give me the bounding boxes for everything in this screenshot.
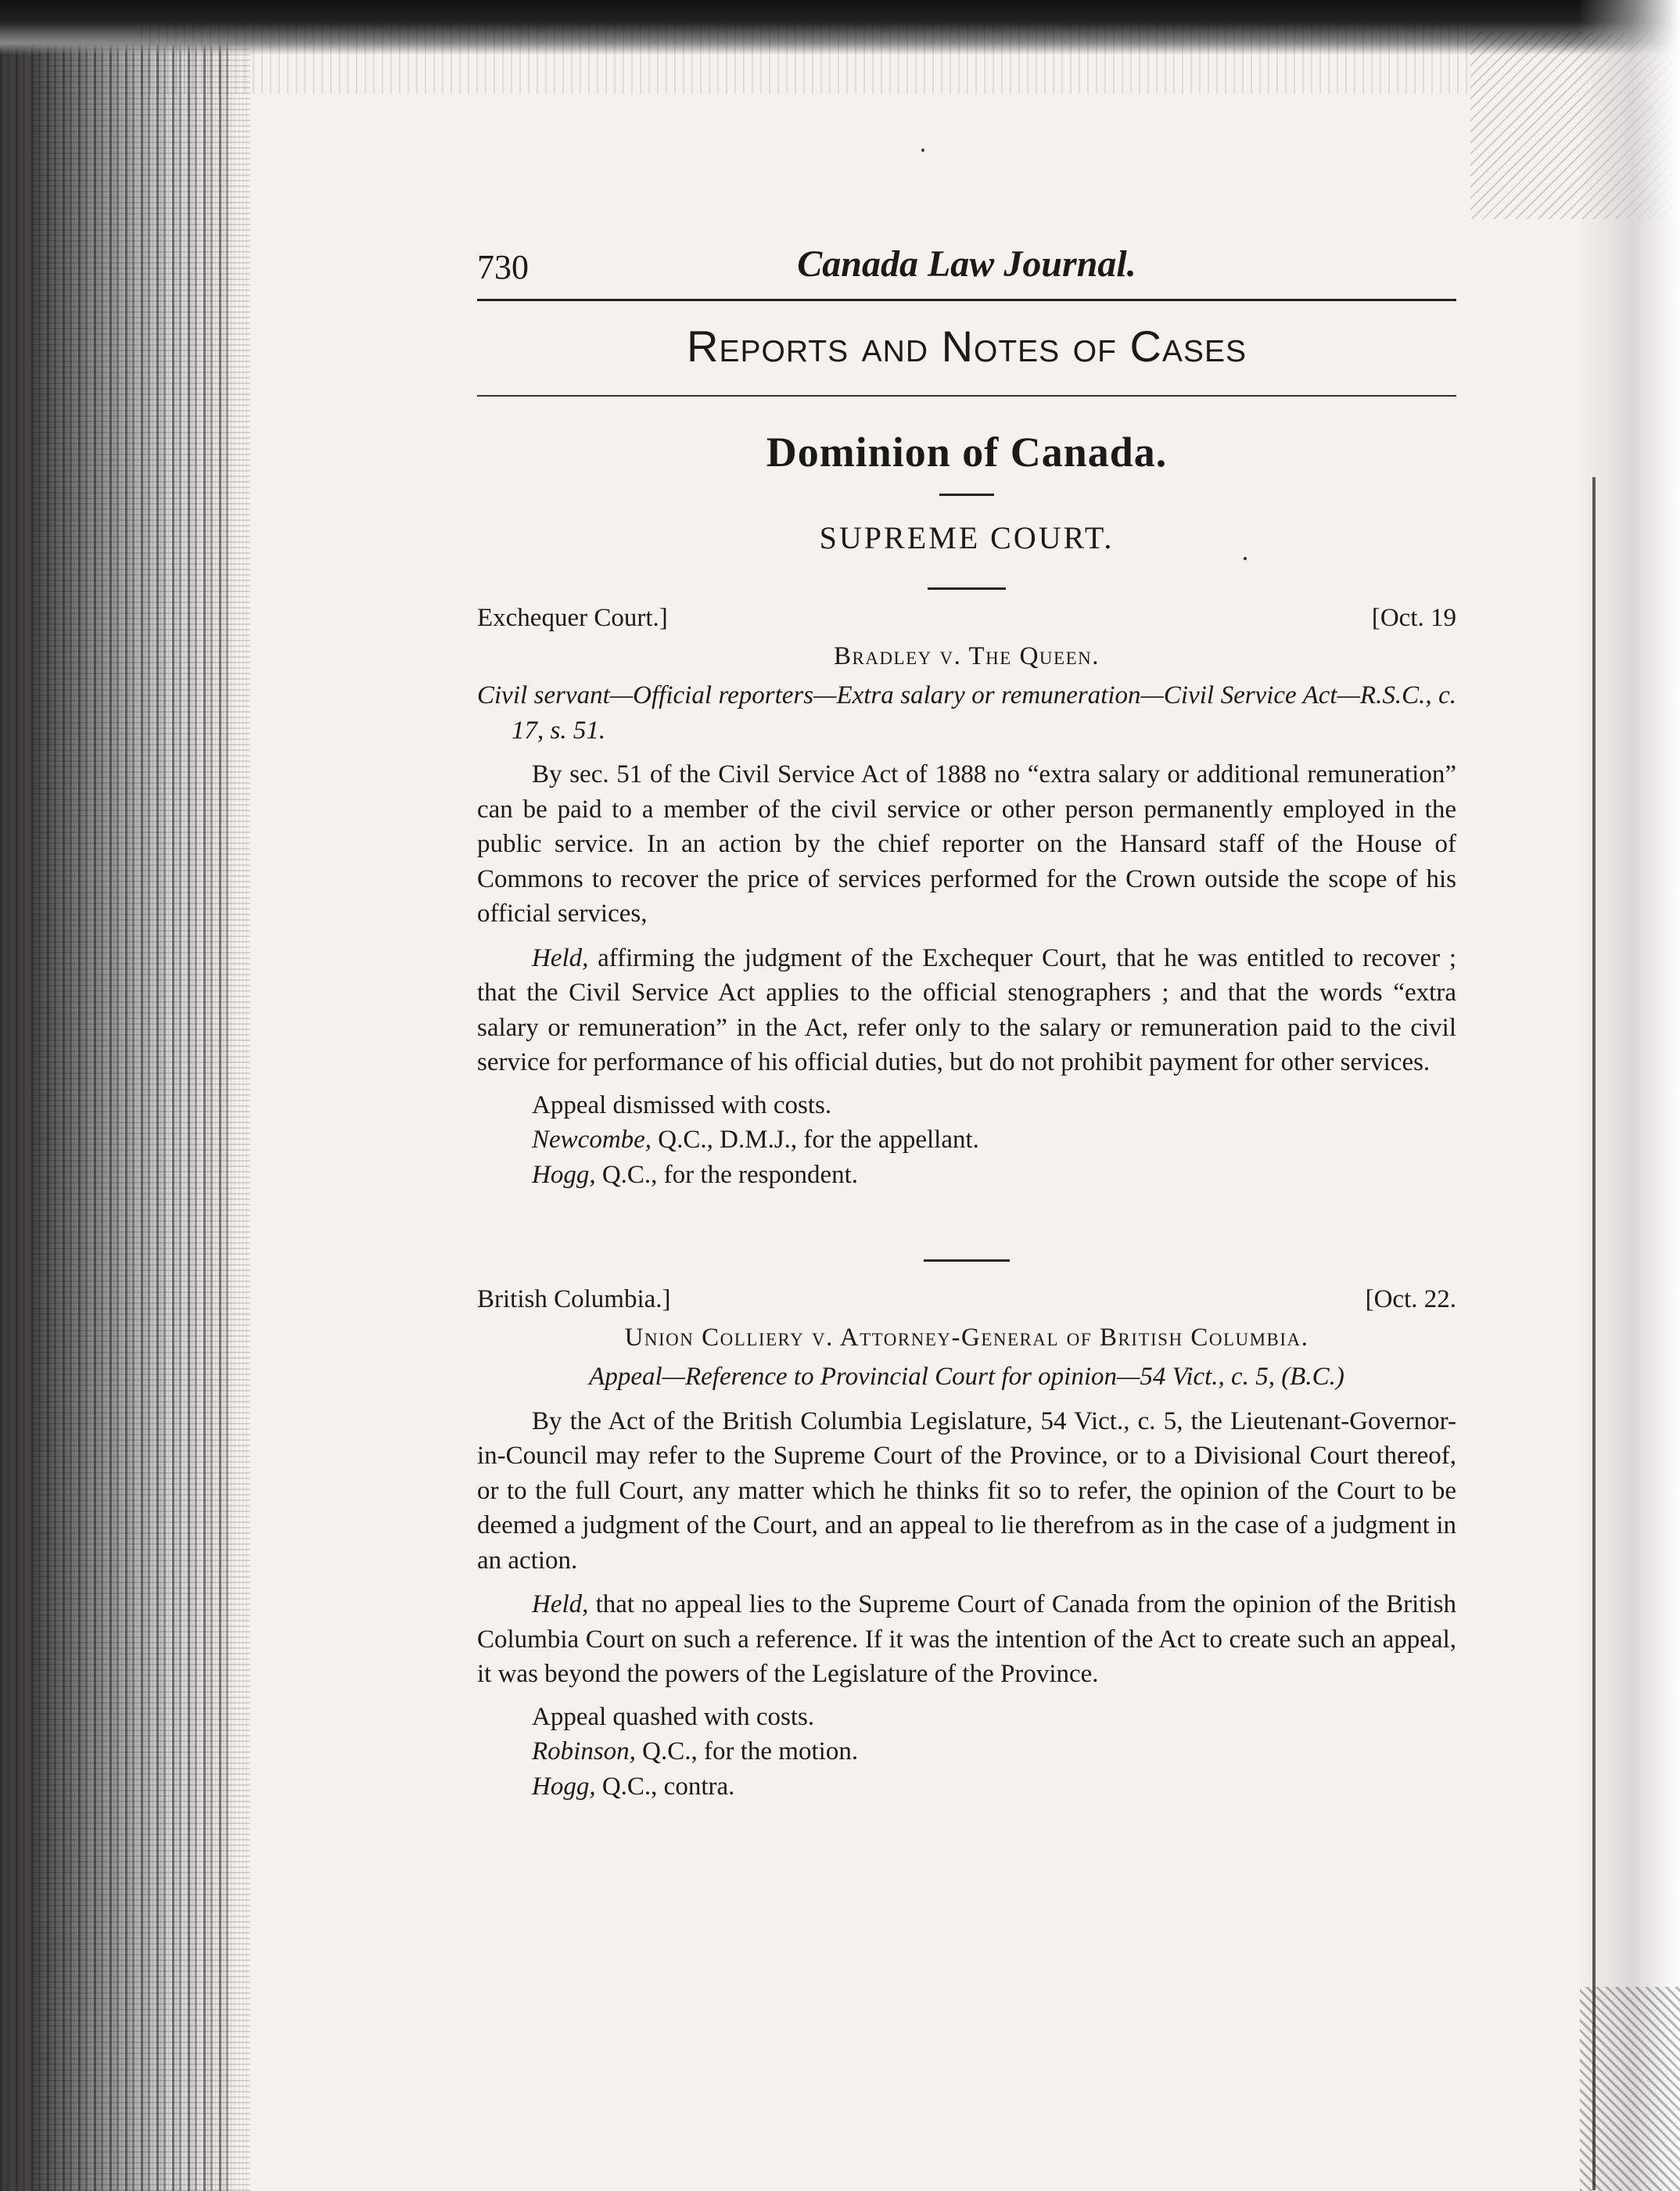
counsel-line (477, 1158, 1456, 1193)
headnote-paragraph (477, 1404, 1456, 1579)
counsel-role: Q.C., for the motion. (635, 1737, 859, 1765)
counsel-name: Hogg, (532, 1772, 596, 1801)
case-header (477, 1282, 1456, 1317)
case-report (477, 1282, 1456, 1804)
lower-court: Exchequer Court.] (477, 604, 668, 632)
disposition: Appeal quashed with costs. (532, 1702, 815, 1731)
paragraph-text: that no appeal lies to the Supreme Court of Canada from the opinion of the British Columbia Court on such a reference. If it was the intention of the Act to create such an appeal, it was beyond the powers of the Legislature of the Province. (477, 1590, 1456, 1688)
held-label: Held, (532, 943, 589, 972)
paragraph-text: By the Act of the British Columbia Legislature, 54 Vict., c. 5, the Lieutenant-Governor-in-Council may refer to the Supreme Court of the Province, or to a Divisional Court thereof, or to the full Court, any matter which he thinks fit so to refer, the opinion of the Court to be deemed a judgment of the Court, and an appeal to lie therefrom as in the case of a judgment in an action. (477, 1406, 1456, 1575)
counsel-role: Q.C., for the respondent. (595, 1160, 859, 1189)
counsel-name: Robinson, (532, 1737, 636, 1765)
right-margin-line (1592, 477, 1596, 2190)
case-divider (924, 1259, 1010, 1262)
top-edge-texture (141, 23, 1470, 94)
case-title: Bradley v. The Queen. (833, 641, 1100, 670)
binding-texture (31, 0, 250, 2191)
counsel-name: Newcombe, (532, 1126, 652, 1154)
journal-title: Canada Law Journal. (797, 243, 1136, 285)
running-head (477, 242, 1456, 301)
paragraph-text: affirming the judgment of the Exchequer Court, that he was entitled to recover ; that the Civil Service Act applies to the official stenographers ; and that the words “extra salary or remuneration” in the Act, refer only to the salary or remuneration paid to the civil service for performance of his official duties, but do not prohibit payment for other services. (477, 943, 1456, 1076)
paragraph-text: By sec. 51 of the Civil Service Act of 1888 no “extra salary or additional remuneration” can be paid to a member of the civil service or other person permanently employed in the public service. In an action by the chief reporter on the Hansard staff of the House of Commons to recover the price of services performed for the Crown outside the scope of his official services, (477, 760, 1456, 928)
holding-paragraph (477, 941, 1456, 1080)
disposition: Appeal dismissed with costs. (532, 1090, 832, 1119)
speck (921, 149, 924, 152)
catchwords: Civil servant—Official reporters—Extra salary or remuneration—Civil Service Act—R.S.C., c. 17, s. 51. (477, 681, 1456, 745)
holding-paragraph (477, 1587, 1456, 1692)
lower-court: British Columbia.] (477, 1285, 671, 1313)
counsel-line (477, 1122, 1456, 1158)
page-number: 730 (477, 248, 529, 286)
counsel-line (477, 1769, 1456, 1805)
heading-rule (928, 587, 1006, 590)
journal-page (477, 242, 1456, 1804)
heading-rule (939, 494, 994, 496)
jurisdiction-heading: Dominion of Canada. (766, 429, 1168, 476)
counsel-name: Hogg, (532, 1160, 596, 1189)
held-label: Held, (532, 1590, 589, 1618)
bottom-right-texture (1580, 1987, 1680, 2191)
counsel-role: Q.C., D.M.J., for the appellant. (652, 1126, 979, 1154)
catchwords: Appeal—Reference to Provincial Court for opinion—54 Vict., c. 5, (B.C.) (589, 1363, 1344, 1391)
section-rule (477, 395, 1456, 397)
counsel-role: Q.C., contra. (595, 1772, 735, 1801)
decision-date: [Oct. 19 (1371, 604, 1456, 632)
section-heading: Reports and Notes of Cases (687, 321, 1247, 371)
decision-date: [Oct. 22. (1365, 1285, 1456, 1313)
headnote-paragraph (477, 757, 1456, 932)
case-title: Union Colliery v. Attorney-General of British Columbia. (624, 1323, 1309, 1352)
counsel-line (477, 1734, 1456, 1769)
court-heading: SUPREME COURT. (819, 520, 1115, 555)
case-header (477, 601, 1456, 636)
case-report (477, 601, 1456, 1192)
